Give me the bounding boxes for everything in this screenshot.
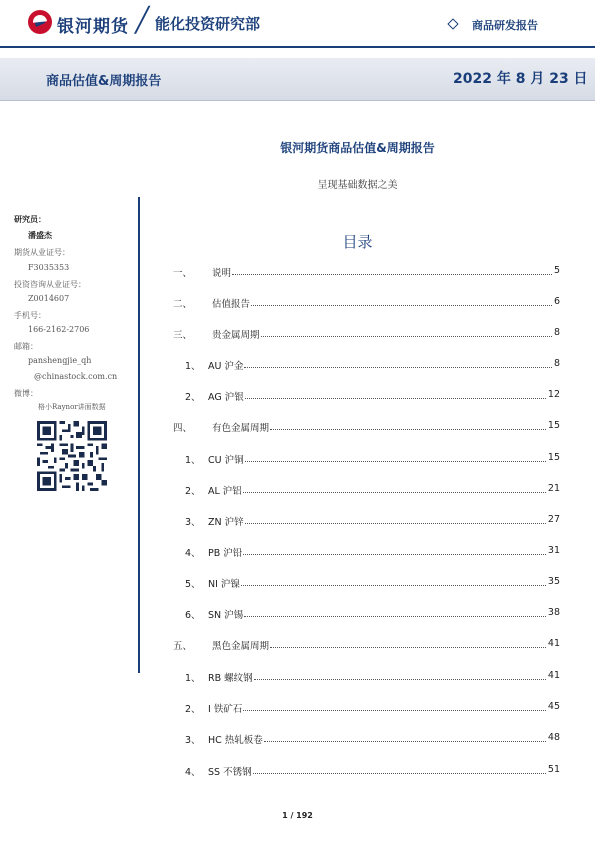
toc-leader-dots	[245, 461, 546, 462]
weibo-label: 微博：	[14, 389, 38, 398]
qr-code-icon	[37, 421, 107, 491]
toc-entry-number: 一、	[173, 268, 193, 279]
toc-leader-dots	[244, 367, 552, 368]
toc-entry-label: 黑色金属周期	[212, 641, 270, 652]
email-domain[interactable]: @chinastock.com.cn	[34, 372, 118, 381]
brand-name: 银河期货	[57, 17, 129, 37]
toc-entry[interactable]	[170, 732, 560, 746]
toc-entry-label: ZN 沪锌	[208, 517, 244, 528]
page-header	[0, 0, 595, 44]
toc-entry-page: 41	[547, 670, 560, 681]
toc-entry-number: 5、	[185, 579, 201, 590]
report-date: 2022 年 8 月 23 日	[453, 71, 588, 87]
toc-entry-page: 6	[553, 296, 560, 307]
toc-entry-page: 5	[553, 265, 560, 276]
toc-entry-number: 三、	[173, 330, 193, 341]
toc-entry-label: 贵金属周期	[212, 330, 260, 341]
advisory-number: Z0014607	[28, 294, 70, 303]
toc-entry[interactable]	[170, 327, 560, 341]
toc-entry-page: 48	[547, 732, 560, 743]
galaxy-logo-icon	[28, 10, 52, 34]
header-separator: ╱	[135, 6, 150, 34]
toc-entry-label: I 铁矿石	[208, 704, 243, 715]
toc-entry-page: 15	[547, 420, 560, 431]
toc-entry-page: 27	[547, 514, 560, 525]
toc-leader-dots	[245, 398, 546, 399]
toc-entry-label: SN 沪锡	[208, 610, 244, 621]
toc-entry[interactable]	[170, 452, 560, 466]
phone-label: 手机号：	[14, 311, 46, 320]
weibo-handle[interactable]: 格小Raynor讲面数据	[38, 403, 106, 411]
toc-entry-label: AU 沪金	[208, 361, 244, 372]
page-indicator: 1 / 192	[282, 811, 313, 820]
toc-entry-number: 2、	[185, 392, 201, 403]
toc-entry-number: 五、	[173, 641, 193, 652]
toc-leader-dots	[251, 305, 552, 306]
toc-entry[interactable]	[170, 607, 560, 621]
toc-entry-number: 4、	[185, 767, 201, 778]
toc-leader-dots	[232, 274, 552, 275]
toc-entry-number: 6、	[185, 610, 201, 621]
cert-number: F3035353	[28, 263, 70, 272]
department-name: 能化投资研究部	[155, 15, 261, 33]
toc-leader-dots	[243, 492, 546, 493]
toc-entry-page: 31	[547, 545, 560, 556]
toc-leader-dots	[243, 710, 546, 711]
toc-entry[interactable]	[170, 483, 560, 497]
toc-entry-page: 21	[547, 483, 560, 494]
header-divider	[0, 46, 595, 48]
sidebar-divider	[138, 197, 140, 673]
diamond-icon	[447, 18, 458, 29]
toc-entry[interactable]	[170, 576, 560, 590]
toc-entry[interactable]	[170, 265, 560, 279]
toc-leader-dots	[270, 429, 546, 430]
toc-entry[interactable]	[170, 670, 560, 684]
toc-entry[interactable]	[170, 638, 560, 652]
toc-entry-number: 1、	[185, 673, 201, 684]
toc-entry-label: PB 沪铅	[208, 548, 243, 559]
report-type-label: 商品研发报告	[472, 19, 538, 32]
toc-heading: 目录	[342, 233, 373, 251]
toc-leader-dots	[243, 554, 546, 555]
toc-entry-page: 35	[547, 576, 560, 587]
toc-leader-dots	[244, 616, 546, 617]
toc-entry[interactable]	[170, 420, 560, 434]
toc-leader-dots	[264, 741, 546, 742]
toc-entry-number: 2、	[185, 486, 201, 497]
toc-leader-dots	[253, 773, 546, 774]
toc-entry-label: AG 沪银	[208, 392, 244, 403]
toc-entry-label: HC 热轧板卷	[208, 735, 263, 746]
toc-entry-number: 1、	[185, 455, 201, 466]
toc-entry-label: AL 沪铝	[208, 486, 242, 497]
toc-entry-page: 41	[547, 638, 560, 649]
toc-entry-page: 38	[547, 607, 560, 618]
toc-entry-number: 2、	[185, 704, 201, 715]
toc-entry-number: 3、	[185, 517, 201, 528]
toc-leader-dots	[254, 679, 546, 680]
toc-entry[interactable]	[170, 296, 560, 310]
researcher-name: 潘盛杰	[28, 230, 52, 240]
advisory-label: 投资咨询从业证号：	[14, 280, 86, 289]
email-label: 邮箱：	[14, 342, 38, 351]
toc-entry-number: 四、	[173, 423, 193, 434]
document-subtitle: 呈现基础数据之美	[317, 180, 398, 191]
toc-entry[interactable]	[170, 701, 560, 715]
toc-entry[interactable]	[170, 514, 560, 528]
toc-entry-page: 8	[553, 327, 560, 338]
toc-entry[interactable]	[170, 389, 560, 403]
toc-entry-number: 1、	[185, 361, 201, 372]
toc-leader-dots	[270, 647, 546, 648]
toc-entry-label: 有色金属周期	[212, 423, 270, 434]
toc-entry-label: CU 沪铜	[208, 455, 244, 466]
toc-leader-dots	[245, 523, 546, 524]
toc-entry-number: 4、	[185, 548, 201, 559]
toc-leader-dots	[261, 336, 552, 337]
toc-leader-dots	[241, 585, 546, 586]
toc-entry-label: 估值报告	[212, 299, 251, 310]
toc-entry-page: 15	[547, 452, 560, 463]
toc-entry-page: 12	[547, 389, 560, 400]
band-report-title: 商品估值&周期报告	[46, 74, 162, 89]
phone-number: 166-2162-2706	[28, 325, 90, 334]
document-title: 银河期货商品估值&周期报告	[280, 141, 435, 155]
toc-entry-label: RB 螺纹钢	[208, 673, 253, 684]
toc-entry-page: 8	[553, 358, 560, 369]
toc-entry[interactable]	[170, 545, 560, 559]
cert-label: 期货从业证号：	[14, 248, 70, 257]
toc-entry-number: 3、	[185, 735, 201, 746]
toc-entry[interactable]	[170, 764, 560, 778]
toc-entry-label: 说明	[212, 268, 232, 279]
toc-entry-label: NI 沪镍	[208, 579, 240, 590]
researcher-label: 研究员：	[14, 214, 46, 224]
toc-entry-number: 二、	[173, 299, 193, 310]
email-user[interactable]: panshengjie_qh	[28, 356, 92, 365]
toc-entry-page: 51	[547, 764, 560, 775]
toc-entry[interactable]	[170, 358, 560, 372]
toc-entry-label: SS 不锈钢	[208, 767, 252, 778]
toc-entry-page: 45	[547, 701, 560, 712]
